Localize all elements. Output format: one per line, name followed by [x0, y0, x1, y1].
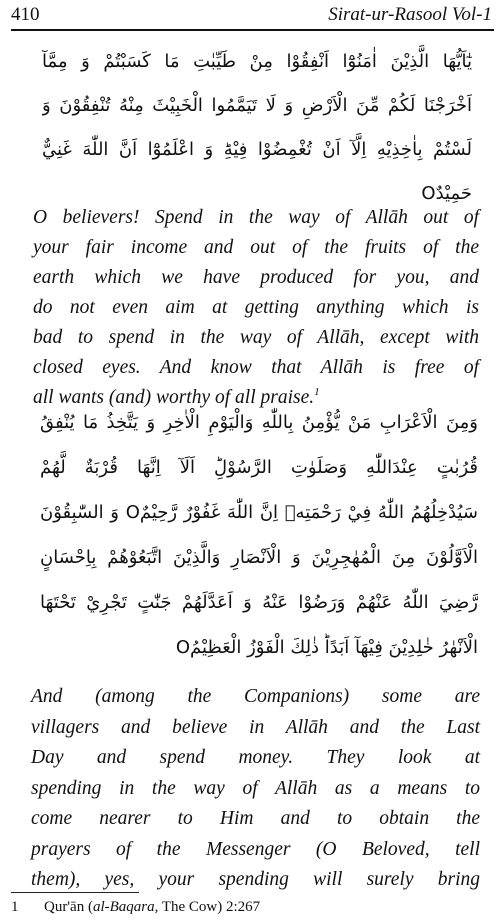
arabic-verse-1: [42, 40, 472, 216]
translation-1-line: your fair income and out of the fruits of the: [33, 237, 479, 258]
translation-1-line: do not even aim at getting anything which is: [33, 297, 479, 318]
translation-2-line: come nearer to Him and to obtain the: [31, 808, 480, 829]
translation-2: [31, 682, 480, 896]
translation-2-line: spending in the way of Allāh as a means to: [31, 777, 480, 799]
arabic-verse-2-line: قُرُبٰتٍ عِنْدَاللّٰهِ وَصَلَوٰتِ الرَّسُوْلِؕ اَلَآ اِنَّهَا قُرْبَةٌ لَّهُمْ: [40, 457, 478, 478]
translation-1: [33, 203, 479, 413]
arabic-verse-1-line: لَسْتُمْ بِاٰخِذِيْهِ اِلَّآ اَنْ تُغْمِضُوْا فِيْهِؕ وَ اعْلَمُوْٓا اَنَّ اللّٰهَ غَنِيٌّ: [42, 139, 472, 160]
footnote-rule: [11, 892, 139, 893]
translation-1-line: earth which we have produced for you, and: [33, 267, 479, 288]
footnote-reference[interactable]: 1: [314, 386, 320, 398]
translation-2-line: villagers and believe in Allāh and the Last: [31, 716, 480, 738]
page-header: [11, 4, 492, 30]
arabic-verse-1-line: يٰٓاَيُّهَا الَّذِيْنَ اٰمَنُوْٓا اَنْفِقُوْا مِنْ طَيِّبٰتِ مَا كَسَبْتُمْ وَ مِمَّآ: [42, 51, 472, 72]
arabic-verse-2-line: الْاَنْهٰرُ خٰلِدِيْنَ فِيْهَآ اَبَدًاؕ ذٰلِكَ الْفَوْزُ الْعَظِيْمُO: [175, 637, 478, 658]
translation-1-line: closed eyes. And know that Allāh is free of: [33, 357, 479, 378]
arabic-verse-2-line: سَيُدْخِلُهُمُ اللّٰهُ فِيْ رَحْمَتِهٖ اِنَّ اللّٰهَ غَفُوْرٌ رَّحِيْمٌO وَ السّٰبِقُوْنَ: [40, 502, 478, 523]
header-rule: [11, 29, 494, 31]
translation-1-line: O believers! Spend in the way of Allāh out of: [33, 207, 479, 228]
footnote-suffix: The Cow) 2:267: [158, 899, 261, 915]
footnote-number: 1: [11, 899, 19, 915]
arabic-verse-2-line: الْاَوَّلُوْنَ مِنَ الْمُهٰجِرِيْنَ وَ الْاَنْصَارِ وَالَّذِيْنَ اتَّبَعُوْهُمْ بِاِحْسَانٍ: [40, 547, 478, 568]
arabic-verse-2-line: وَمِنَ الْاَعْرَابِ مَنْ يُّؤْمِنُ بِاللّٰهِ وَالْيَوْمِ الْاٰخِرِ وَ يَتَّخِذُ مَا يُنْفِقُ: [40, 412, 478, 433]
arabic-verse-2-line: رَّضِيَ اللّٰهُ عَنْهُمْ وَرَضُوْا عَنْهُ وَ اَعَدَّلَهُمْ جَنّٰتٍ تَجْرِيْ تَحْتَهَا: [40, 592, 478, 613]
translation-2-line: And (among the Companions) some are: [31, 686, 480, 707]
footnote-surah: al-Baqara,: [92, 899, 159, 915]
arabic-verse-1-line: حَمِيْدٌO: [421, 183, 472, 204]
translation-2-line: prayers of the Messenger (O Beloved, tell: [31, 838, 480, 860]
translation-2-line: them), yes, your spending will surely bring: [31, 869, 480, 890]
footnote: [11, 898, 260, 916]
arabic-verse-2: [40, 400, 478, 670]
translation-1-line: bad to spend in the way of Allāh, except with: [33, 327, 479, 348]
running-title: Sirat-ur-Rasool Vol-1: [328, 4, 492, 25]
page-number: 410: [11, 4, 40, 25]
translation-2-line: Day and spend money. They look at: [31, 747, 480, 768]
translation-1-last-text: all wants (and) worthy of all praise.: [33, 387, 315, 408]
footnote-prefix: Qur'ān (: [44, 899, 93, 915]
arabic-verse-1-line: اَخْرَجْنَا لَكُمْ مِّنَ الْاَرْضِ وَ لَا تَيَمَّمُوا الْخَبِيْثَ مِنْهُ تُنْفِقُوْنَ وَ: [42, 95, 472, 116]
